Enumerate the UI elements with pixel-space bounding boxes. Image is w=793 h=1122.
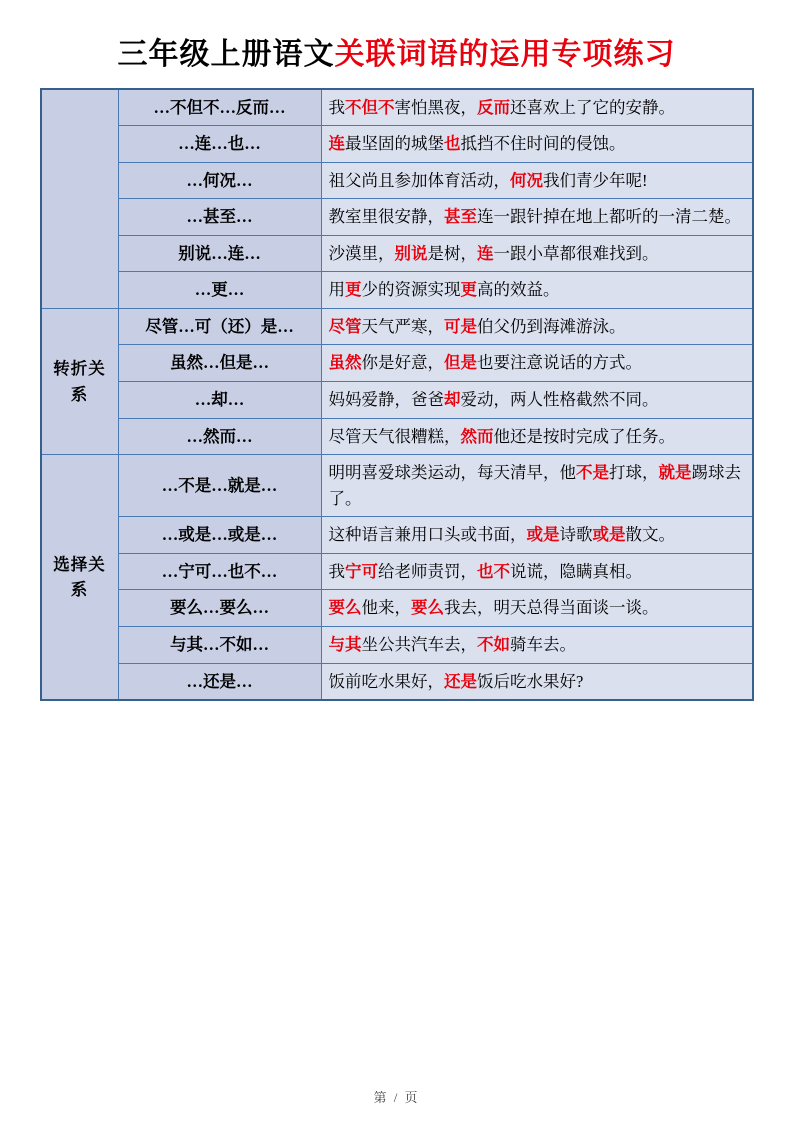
page-title-topic: 关联词语的运用专项练习 xyxy=(334,38,676,71)
highlighted-conjunction: 尽管 xyxy=(328,316,362,336)
example-sentence-cell xyxy=(321,126,753,163)
table-row xyxy=(41,517,753,554)
sentence-text: 坐公共汽车去， xyxy=(361,634,477,654)
example-sentence-cell xyxy=(321,663,753,700)
pattern-cell: …或是…或是… xyxy=(118,517,321,554)
sentence-text: 打球， xyxy=(609,463,659,483)
sentence-text: 尽管天气很糟糕， xyxy=(328,426,461,446)
sentence-text: 妈妈爱静，爸爸 xyxy=(328,390,444,409)
pattern-cell: …不但不…反而… xyxy=(118,89,321,126)
sentence-text: 散文。 xyxy=(625,525,675,545)
sentence-text: 沙漠里， xyxy=(328,243,395,263)
example-sentence-cell xyxy=(321,517,753,554)
highlighted-conjunction: 连 xyxy=(328,134,345,154)
table-row xyxy=(41,235,753,272)
table-row xyxy=(41,382,753,419)
pattern-cell: …甚至… xyxy=(118,199,321,236)
highlighted-conjunction: 别说 xyxy=(394,243,428,263)
sentence-text: 我 xyxy=(328,97,345,117)
highlighted-conjunction: 反而 xyxy=(477,97,510,117)
sentence-text: 我们青少年呢! xyxy=(543,170,648,190)
table-row xyxy=(41,272,753,309)
pattern-cell: …连…也… xyxy=(118,126,321,163)
highlighted-conjunction: 不如 xyxy=(477,634,510,654)
highlighted-conjunction: 却 xyxy=(444,390,461,409)
category-cell: 转折关系 xyxy=(41,308,119,454)
example-sentence-cell xyxy=(321,626,753,663)
highlighted-conjunction: 还是 xyxy=(444,671,477,691)
sentence-text: 骑车去。 xyxy=(510,634,576,654)
page-title xyxy=(38,36,755,74)
sentence-text: 爱动，两人性格截然不同。 xyxy=(460,390,659,409)
example-sentence-cell xyxy=(321,382,753,419)
highlighted-conjunction: 何况 xyxy=(510,170,543,190)
pattern-cell: …何况… xyxy=(118,162,321,199)
sentence-text: 他还是按时完成了任务。 xyxy=(493,426,675,446)
highlighted-conjunction: 可是 xyxy=(444,316,477,336)
example-sentence-cell xyxy=(321,199,753,236)
example-sentence-cell xyxy=(321,272,753,309)
highlighted-conjunction: 更 xyxy=(460,280,477,300)
highlighted-conjunction: 也 xyxy=(444,134,461,154)
table-row xyxy=(41,663,753,700)
highlighted-conjunction: 虽然 xyxy=(328,353,362,373)
highlighted-conjunction: 连 xyxy=(477,243,494,263)
pattern-cell: 虽然…但是… xyxy=(118,345,321,382)
example-sentence-cell xyxy=(321,418,753,455)
sentence-text: 踢球去了。 xyxy=(328,463,741,508)
pattern-cell: …不是…就是… xyxy=(118,455,321,517)
table-row xyxy=(41,345,753,382)
page-footer: 第 / 页 xyxy=(373,1090,420,1105)
pattern-cell: 别说…连… xyxy=(118,235,321,272)
table-row xyxy=(41,89,753,126)
table-row xyxy=(41,418,753,455)
sentence-text: 饭后吃水果好? xyxy=(477,671,584,691)
highlighted-conjunction: 要么 xyxy=(328,598,362,618)
sentence-text: 用 xyxy=(328,280,345,300)
page-title-grade: 三年级上册语文 xyxy=(117,38,335,71)
sentence-text: 我去，明天总得当面谈一谈。 xyxy=(444,598,659,618)
sentence-text: 你是好意， xyxy=(361,353,444,373)
pattern-cell: …宁可…也不… xyxy=(118,553,321,590)
example-sentence-cell xyxy=(321,89,753,126)
table-row xyxy=(41,199,753,236)
table-row xyxy=(41,308,753,345)
pattern-cell: 尽管…可（还）是… xyxy=(118,308,321,345)
sentence-text: 我 xyxy=(328,561,345,581)
highlighted-conjunction: 或是 xyxy=(592,525,626,545)
sentence-text: 说谎，隐瞒真相。 xyxy=(510,561,642,581)
sentence-text: 祖父尚且参加体育活动， xyxy=(328,170,510,190)
sentence-text: 害怕黑夜， xyxy=(394,97,477,117)
highlighted-conjunction: 也不 xyxy=(477,561,510,581)
highlighted-conjunction: 但是 xyxy=(444,353,477,373)
table-row xyxy=(41,162,753,199)
highlighted-conjunction: 就是 xyxy=(658,463,692,483)
highlighted-conjunction: 宁可 xyxy=(345,561,378,581)
table-row xyxy=(41,126,753,163)
sentence-text: 这种语言兼用口头或书面， xyxy=(328,525,527,545)
sentence-text: 伯父仍到海滩游泳。 xyxy=(477,316,626,336)
example-sentence-cell xyxy=(321,235,753,272)
example-sentence-cell xyxy=(321,455,753,517)
sentence-text: 是树， xyxy=(427,243,477,263)
example-sentence-cell xyxy=(321,590,753,627)
highlighted-conjunction: 与其 xyxy=(328,634,362,654)
pattern-cell: …却… xyxy=(118,382,321,419)
table-row xyxy=(41,590,753,627)
highlighted-conjunction: 不但不 xyxy=(345,97,395,117)
sentence-text: 诗歌 xyxy=(559,525,593,545)
highlighted-conjunction: 更 xyxy=(345,280,362,300)
example-sentence-cell xyxy=(321,345,753,382)
pattern-cell: …更… xyxy=(118,272,321,309)
sentence-text: 也要注意说话的方式。 xyxy=(477,353,642,373)
highlighted-conjunction: 或是 xyxy=(526,525,560,545)
sentence-text: 教室里很安静， xyxy=(328,207,444,227)
highlighted-conjunction: 然而 xyxy=(460,426,494,446)
sentence-text: 天气严寒， xyxy=(361,316,444,336)
sentence-text: 给老师责罚， xyxy=(378,561,477,581)
sentence-text: 他来， xyxy=(361,598,411,618)
table-body xyxy=(41,89,753,701)
example-sentence-cell xyxy=(321,553,753,590)
pattern-cell: …还是… xyxy=(118,663,321,700)
sentence-text: 抵挡不住时间的侵蚀。 xyxy=(460,134,626,154)
sentence-text: 高的效益。 xyxy=(477,280,560,300)
highlighted-conjunction: 要么 xyxy=(411,598,444,618)
pattern-cell: …然而… xyxy=(118,418,321,455)
pattern-cell: 要么…要么… xyxy=(118,590,321,627)
sentence-text: 还喜欢上了它的安静。 xyxy=(510,97,675,117)
table-row xyxy=(41,553,753,590)
sentence-text: 最坚固的城堡 xyxy=(345,134,444,154)
conjunction-practice-table xyxy=(40,88,754,702)
pattern-cell: 与其…不如… xyxy=(118,626,321,663)
example-sentence-cell xyxy=(321,162,753,199)
highlighted-conjunction: 不是 xyxy=(576,463,609,483)
sentence-text: 一跟小草都很难找到。 xyxy=(493,243,659,263)
highlighted-conjunction: 甚至 xyxy=(444,207,477,227)
example-sentence-cell xyxy=(321,308,753,345)
sentence-text: 连一跟针掉在地上都听的一清二楚。 xyxy=(477,207,741,227)
sentence-text: 明明喜爱球类运动，每天清早，他 xyxy=(328,463,576,483)
category-cell: 选择关系 xyxy=(41,455,119,700)
sentence-text: 饭前吃水果好， xyxy=(328,671,444,691)
table-row xyxy=(41,626,753,663)
category-cell xyxy=(41,89,119,309)
sentence-text: 少的资源实现 xyxy=(361,280,461,300)
table-row xyxy=(41,455,753,517)
